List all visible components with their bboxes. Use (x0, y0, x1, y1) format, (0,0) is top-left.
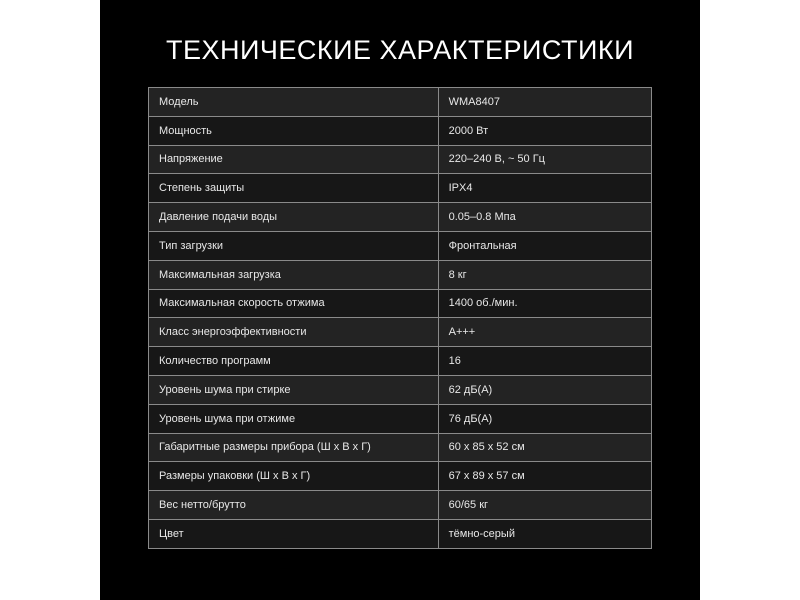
table-row (149, 318, 652, 347)
spec-value: тёмно-серый (438, 519, 651, 548)
spec-value: WMA8407 (438, 88, 651, 117)
table-row (149, 491, 652, 520)
spec-value: 220–240 В, ~ 50 Гц (438, 145, 651, 174)
spec-value: Фронтальная (438, 231, 651, 260)
spec-panel (100, 0, 700, 600)
table-row (149, 462, 652, 491)
table-row (149, 116, 652, 145)
spec-label: Максимальная скорость отжима (149, 289, 439, 318)
spec-value: 8 кг (438, 260, 651, 289)
table-row (149, 433, 652, 462)
spec-label: Тип загрузки (149, 231, 439, 260)
spec-label: Давление подачи воды (149, 203, 439, 232)
spec-value: 60 х 85 х 52 см (438, 433, 651, 462)
table-row (149, 231, 652, 260)
spec-label: Размеры упаковки (Ш х В х Г) (149, 462, 439, 491)
table-row (149, 375, 652, 404)
spec-label: Мощность (149, 116, 439, 145)
spec-value: 67 х 89 х 57 см (438, 462, 651, 491)
spec-table-body (149, 88, 652, 549)
spec-value: 0.05–0.8 Мпа (438, 203, 651, 232)
spec-table (148, 87, 652, 549)
spec-value: 60/65 кг (438, 491, 651, 520)
spec-label: Максимальная загрузка (149, 260, 439, 289)
page-title: ТЕХНИЧЕСКИЕ ХАРАКТЕРИСТИКИ (165, 35, 635, 65)
spec-label: Модель (149, 88, 439, 117)
spec-value: 2000 Вт (438, 116, 651, 145)
table-row (149, 404, 652, 433)
table-row (149, 203, 652, 232)
table-row (149, 289, 652, 318)
table-row (149, 88, 652, 117)
spec-label: Класс энергоэффективности (149, 318, 439, 347)
spec-value: 16 (438, 347, 651, 376)
spec-label: Цвет (149, 519, 439, 548)
spec-label: Уровень шума при отжиме (149, 404, 439, 433)
spec-value: IPX4 (438, 174, 651, 203)
table-row (149, 260, 652, 289)
spec-label: Габаритные размеры прибора (Ш х В х Г) (149, 433, 439, 462)
spec-value: А+++ (438, 318, 651, 347)
table-row (149, 347, 652, 376)
spec-label: Напряжение (149, 145, 439, 174)
spec-label: Количество программ (149, 347, 439, 376)
spec-label: Уровень шума при стирке (149, 375, 439, 404)
table-row (149, 174, 652, 203)
table-row (149, 519, 652, 548)
spec-value: 1400 об./мин. (438, 289, 651, 318)
spec-label: Степень защиты (149, 174, 439, 203)
table-row (149, 145, 652, 174)
spec-value: 76 дБ(А) (438, 404, 651, 433)
spec-value: 62 дБ(А) (438, 375, 651, 404)
spec-label: Вес нетто/брутто (149, 491, 439, 520)
